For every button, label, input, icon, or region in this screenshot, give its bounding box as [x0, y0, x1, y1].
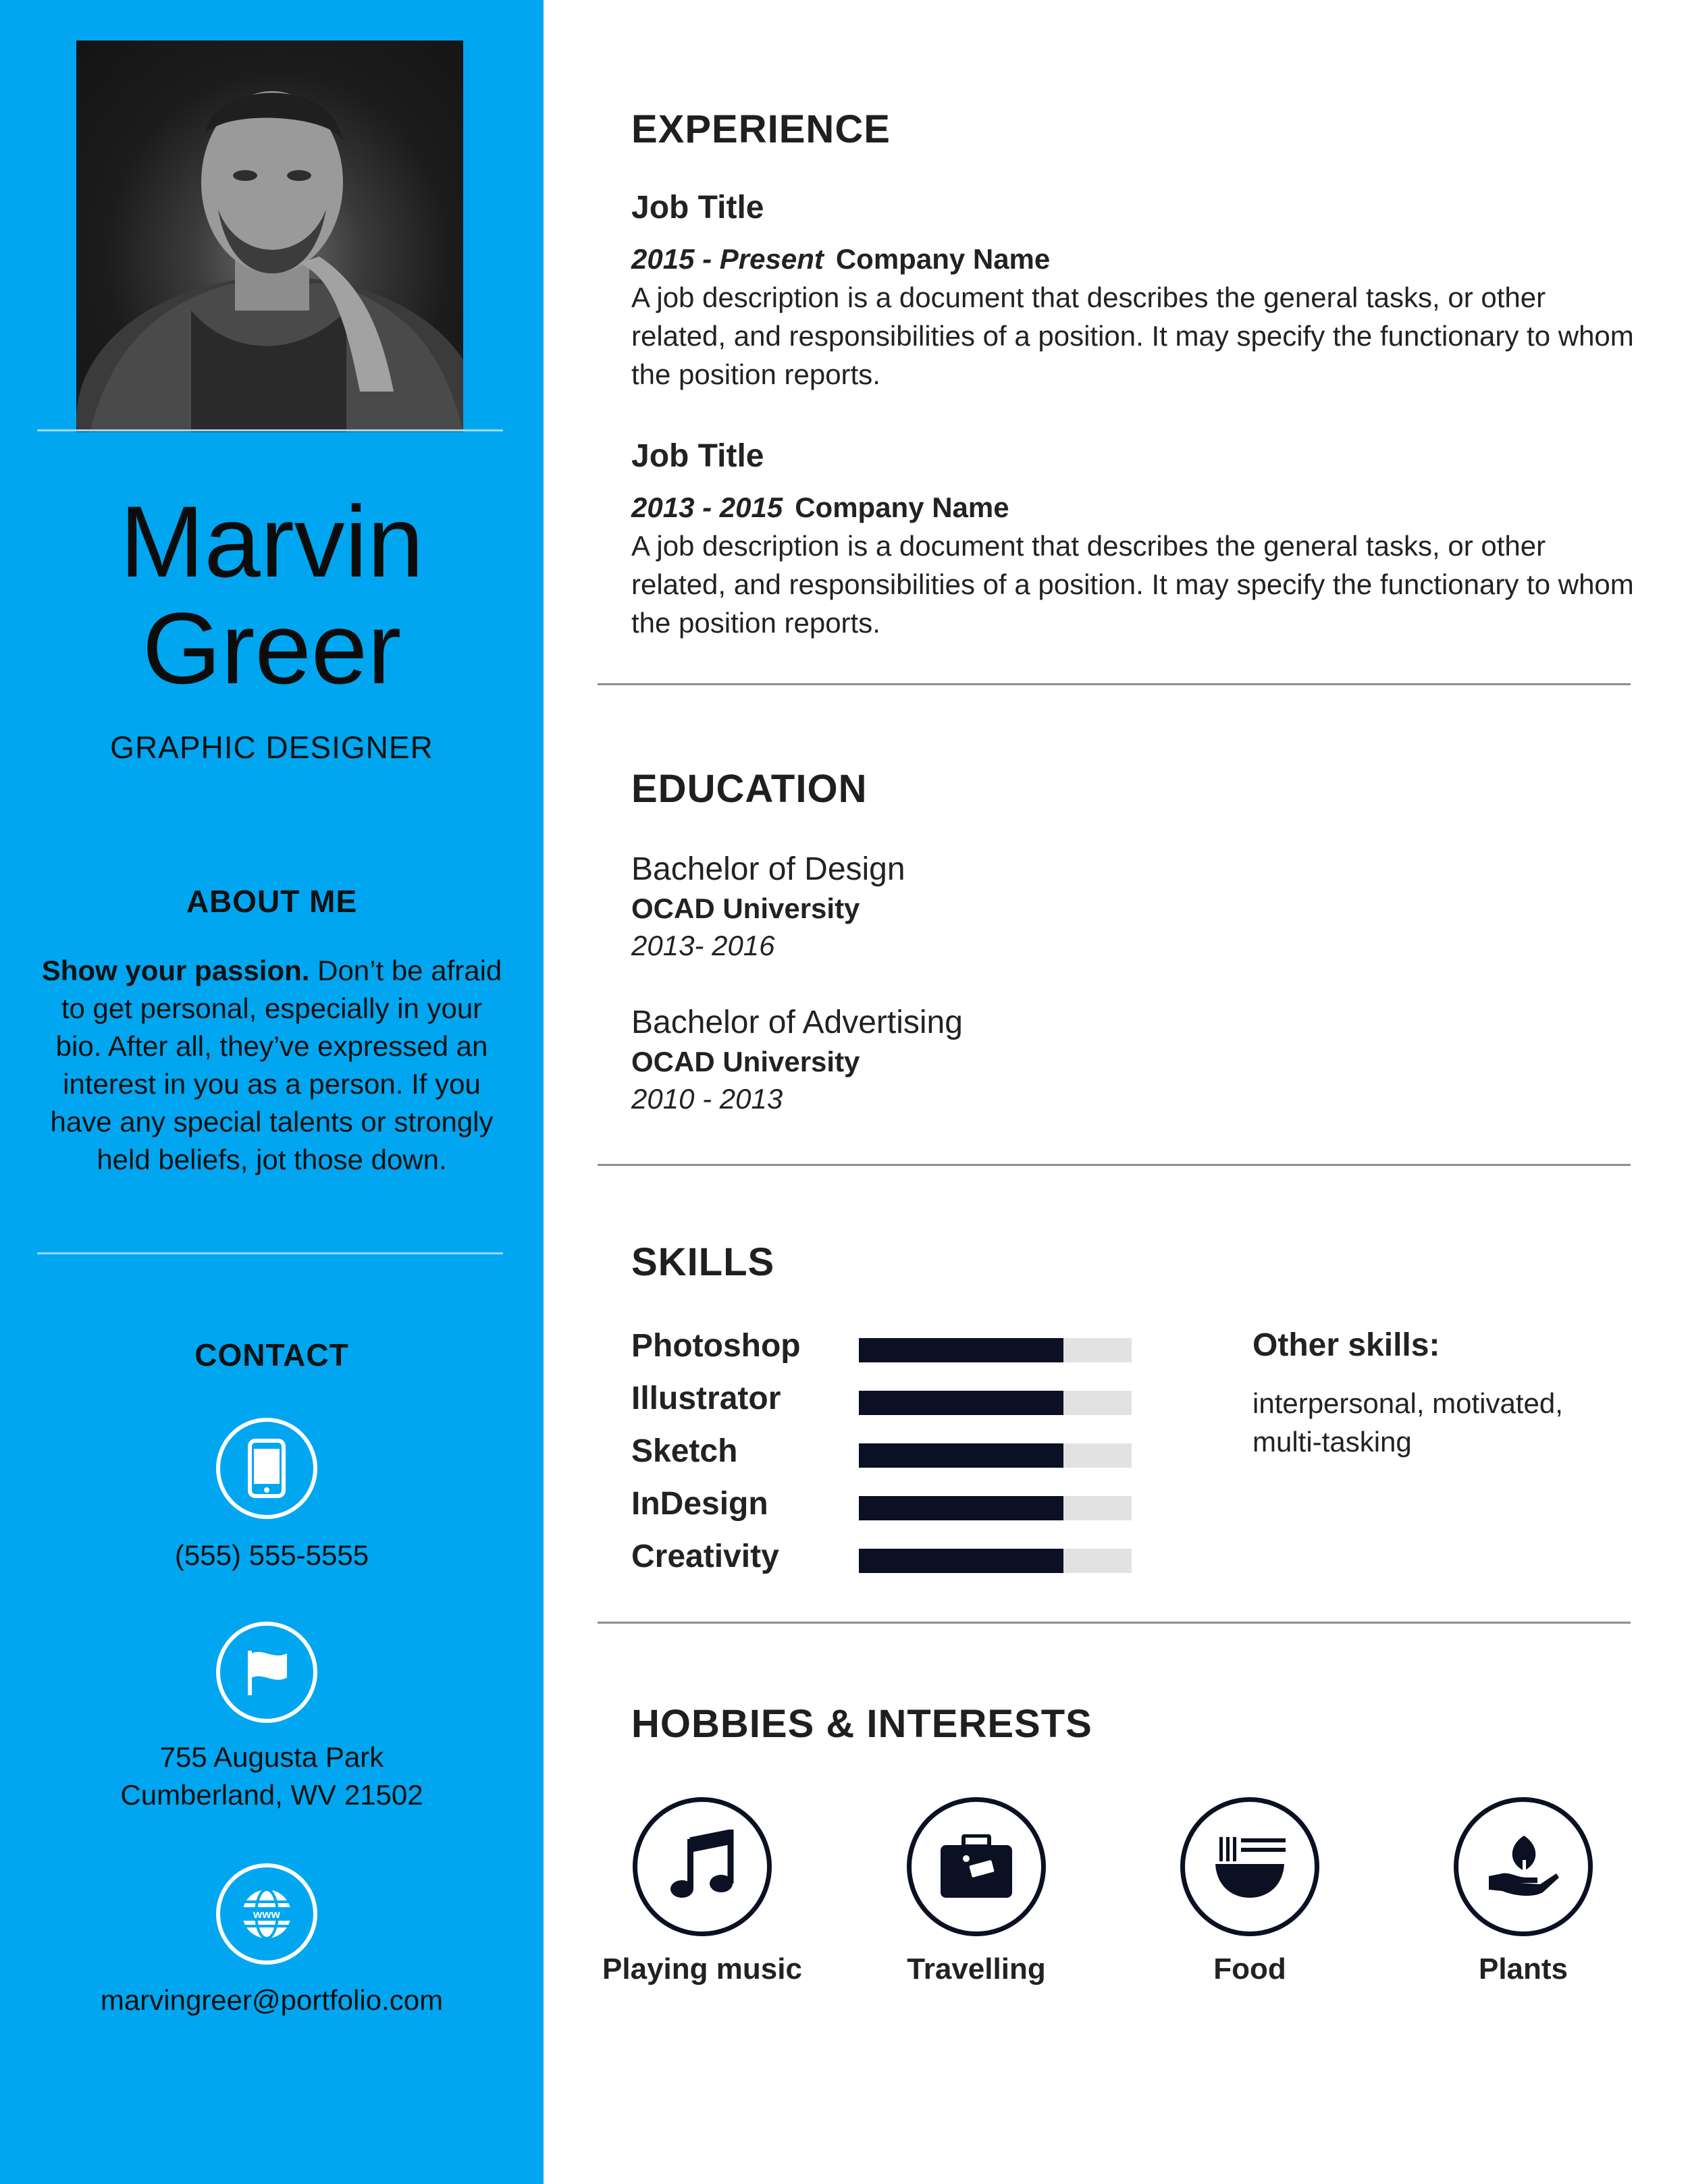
skill-name: InDesign — [631, 1486, 768, 1522]
address-line-1: 755 Augusta Park — [159, 1741, 384, 1773]
about-text — [41, 952, 503, 1179]
job-dates-company — [631, 491, 1009, 524]
skills-heading: SKILLS — [631, 1240, 775, 1284]
hobby-label: Plants — [1478, 1952, 1568, 1986]
email-link[interactable]: marvingreer@portfolio.com — [100, 1984, 444, 2016]
skill-bar — [859, 1338, 1132, 1362]
education-heading: EDUCATION — [631, 767, 868, 811]
skill-bar-fill — [859, 1443, 1063, 1468]
suitcase-icon — [907, 1797, 1046, 1936]
degree: Bachelor of Advertising — [631, 1005, 963, 1040]
job-description: A job description is a document that describes the general tasks, or other related, and responsibilities of a position. It may specify the functionary to whom the position reports. — [631, 530, 1634, 639]
section-divider — [598, 683, 1631, 685]
school: OCAD University — [631, 1046, 860, 1077]
skill-name: Creativity — [631, 1539, 779, 1574]
experience-heading: EXPERIENCE — [631, 107, 891, 151]
education-years: 2013- 2016 — [631, 930, 775, 961]
job-dates: 2013 - 2015 — [631, 491, 783, 523]
section-divider — [598, 1622, 1631, 1624]
about-body: Don’t be afraid to get personal, especially in your bio. After all, they’ve expressed an interest in you as a person. If you have any special talents or strongly held beliefs, jot those down. — [50, 955, 502, 1175]
hobbies-heading: HOBBIES & INTERESTS — [631, 1702, 1092, 1746]
skill-bar-fill — [859, 1338, 1063, 1362]
skill-bar — [859, 1443, 1132, 1468]
plant-in-hand-icon — [1454, 1797, 1593, 1936]
job-role: GRAPHIC DESIGNER — [110, 730, 433, 765]
sidebar — [0, 0, 544, 2184]
skill-bar — [859, 1496, 1132, 1520]
phone-number[interactable]: (555) 555-5555 — [174, 1539, 369, 1571]
job-title: Job Title — [631, 190, 764, 225]
sidebar-divider — [37, 429, 503, 431]
section-divider — [598, 1164, 1631, 1166]
portrait-silhouette — [76, 41, 463, 432]
other-skills-text: interpersonal, motivated, multi-tasking — [1252, 1387, 1563, 1458]
job-title: Job Title — [631, 438, 764, 474]
education-years: 2010 - 2013 — [631, 1083, 783, 1115]
skill-bar-fill — [859, 1496, 1063, 1520]
music-note-icon — [633, 1797, 772, 1936]
sidebar-divider — [37, 1252, 503, 1254]
phone-icon — [216, 1418, 317, 1519]
svg-text:www: www — [253, 1908, 280, 1921]
job-dates-company — [631, 243, 1050, 275]
job-dates: 2015 - Present — [631, 243, 824, 275]
school: OCAD University — [631, 893, 860, 924]
address-line-2: Cumberland, WV 21502 — [120, 1779, 423, 1811]
hobby-label: Travelling — [907, 1952, 1046, 1986]
flag-icon — [216, 1622, 317, 1723]
skill-bar — [859, 1391, 1132, 1415]
about-heading: ABOUT ME — [186, 884, 358, 919]
last-name: Greer — [142, 591, 402, 705]
skill-name: Illustrator — [631, 1381, 781, 1416]
job-description: A job description is a document that describes the general tasks, or other related, and responsibilities of a position. It may specify the functionary to whom the position reports. — [631, 282, 1634, 390]
skill-bar — [859, 1549, 1132, 1573]
company-name: Company Name — [795, 491, 1009, 523]
first-name: Marvin — [120, 485, 424, 598]
profile-photo — [76, 41, 463, 432]
noodle-bowl-icon — [1180, 1797, 1319, 1936]
skill-bar-fill — [859, 1549, 1063, 1573]
degree: Bachelor of Design — [631, 851, 905, 887]
contact-heading: CONTACT — [194, 1337, 349, 1373]
about-lead: Show your passion. — [41, 955, 310, 986]
skill-bar-fill — [859, 1391, 1063, 1415]
hobby-label: Food — [1213, 1952, 1286, 1986]
other-skills-title: Other skills: — [1252, 1327, 1440, 1363]
hobby-label: Playing music — [602, 1952, 802, 1986]
skill-name: Sketch — [631, 1433, 738, 1469]
globe-www-icon — [216, 1863, 317, 1965]
skill-name: Photoshop — [631, 1328, 801, 1364]
company-name: Company Name — [835, 243, 1051, 275]
